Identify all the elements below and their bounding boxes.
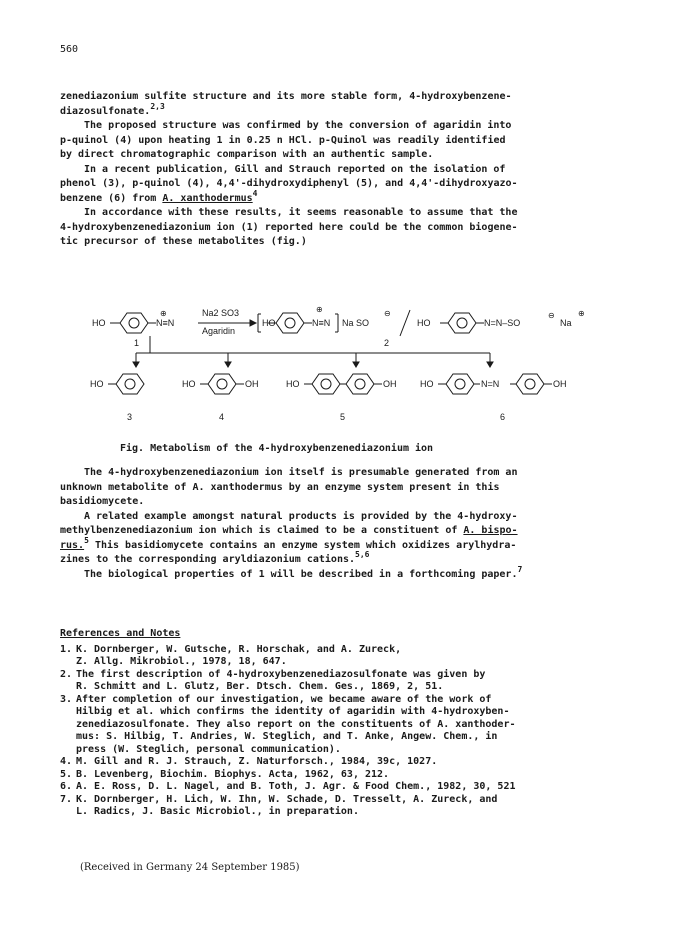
citation: 2,3 xyxy=(150,101,165,111)
p3-line1: In a recent publication, Gill and Strauch reported on the isolation of xyxy=(84,163,506,175)
p6-line3: rus.$^5$ This basidiomycete contains an enzyme system which oxidizes arylhydra- xyxy=(60,535,517,551)
reference-item xyxy=(60,794,640,819)
reference-number: 1. xyxy=(60,643,73,655)
reference-line: zenediazosulfonate. They also report on the constituents of A. xanthoder- xyxy=(76,718,516,730)
reference-line: K. Dornberger, H. Lich, W. Ihn, W. Schade, D. Tresselt, A. Zureck, and xyxy=(76,793,498,805)
reference-item xyxy=(60,756,640,769)
p2-line1: The proposed structure was confirmed by the conversion of agaridin into xyxy=(84,120,512,131)
reference-item xyxy=(60,781,640,794)
figure-caption: Fig. Metabolism of the 4-hydroxybenzenediazonium ion xyxy=(120,443,434,454)
label-na: Na xyxy=(560,318,572,328)
p4-line3: tic precursor of these metabolites (fig.) xyxy=(60,236,307,247)
reference-item xyxy=(60,694,640,757)
reference-line: mus: S. Hilbig, T. Andries, W. Steglich, and T. Anke, Angew. Chem., in xyxy=(76,731,498,742)
compound-4-number: 4 xyxy=(219,412,225,422)
label-ho: HO xyxy=(92,318,106,328)
p4-line1: In accordance with these results, it seems reasonable to assume that the xyxy=(84,207,518,218)
label-oh: OH xyxy=(245,379,259,389)
reference-text xyxy=(76,781,640,794)
reference-line: B. Levenberg, Biochim. Biophys. Acta, 1962, 63, 212. xyxy=(76,768,390,780)
label-diazonium: N≡N xyxy=(312,318,331,328)
label-ho: HO xyxy=(262,318,276,328)
reference-number: 4. xyxy=(60,756,73,767)
citation: 4 xyxy=(252,188,258,198)
compound-6-number: 6 xyxy=(500,412,506,422)
reference-item xyxy=(60,769,640,782)
p3-line3: benzene (6) from A. xanthodermus$^4$ xyxy=(60,188,258,204)
reference-line: Z. Allg. Mikrobiol., 1978, 18, 647. xyxy=(76,656,287,667)
compound-2-number: 2 xyxy=(384,338,390,348)
reference-line: A. E. Ross, D. L. Nagel, and B. Toth, J. Agr. & Food Chem., 1982, 30, 521 xyxy=(76,781,516,792)
p6-line2: methylbenzenediazonium ion which is claimed to be a constituent of A. bispo- xyxy=(60,525,518,536)
compound-1-number: 1 xyxy=(134,338,140,348)
reference-line: M. Gill and R. J. Strauch, Z. Naturforsch., 1984, 39c, 1027. xyxy=(76,756,438,767)
reference-item xyxy=(60,669,640,694)
reference-number: 3. xyxy=(60,693,73,705)
p4-line2: 4-hydroxybenzenediazonium ion (1) reported here could be the common biogene- xyxy=(60,221,518,233)
label-ho: HO xyxy=(286,379,300,389)
page-number: 560 xyxy=(60,44,79,55)
p6-line4: zines to the corresponding aryldiazonium cations.$^{5,6}$ xyxy=(60,550,370,565)
label-oh: OH xyxy=(553,379,567,389)
reference-text xyxy=(76,669,640,694)
reference-text xyxy=(76,756,640,769)
references-heading: References and Notes xyxy=(60,628,181,639)
p2-line2: p-quinol (4) upon heating 1 in 0.25 n HCl. p-Quinol was readily identified xyxy=(60,134,506,146)
p2-line3: by direct chromatographic comparison with an authentic sample. xyxy=(60,149,434,160)
reference-line: press (W. Steglich, personal communication). xyxy=(76,743,341,755)
p5-line2: unknown metabolite of A. xanthodermus by an enzyme system present in this xyxy=(60,481,500,493)
label-diazonium: N≡N xyxy=(156,318,175,328)
compound-3-number: 3 xyxy=(127,412,133,422)
label-ho: HO xyxy=(417,318,431,328)
charge-minus: ⊖ xyxy=(548,311,555,320)
charge-plus: ⊕ xyxy=(160,309,167,318)
reference-line: K. Dornberger, W. Gutsche, R. Horschak, and A. Zureck, xyxy=(76,643,402,655)
citation: 5,6 xyxy=(355,550,370,559)
p3-line2: phenol (3), p-quinol (4), 4,4'-dihydroxydiphenyl (5), and 4,4'-dihydroxyazo- xyxy=(60,178,518,189)
reference-line: After completion of our investigation, we became aware of the work of xyxy=(76,693,492,705)
reagent-top: Na2 SO3 xyxy=(202,308,240,318)
label-sulfonate: N=N–SO xyxy=(484,318,521,328)
label-oh: OH xyxy=(383,379,397,389)
p5-line1: The 4-hydroxybenzenediazonium ion itself is presumable generated from an xyxy=(84,467,518,478)
reference-text xyxy=(76,769,640,782)
label-ho: HO xyxy=(90,379,104,389)
reference-line: L. Radics, J. Basic Microbiol., in preparation. xyxy=(76,806,359,817)
reference-number: 5. xyxy=(60,768,73,780)
reference-number: 6. xyxy=(60,781,73,792)
received-date: (Received in Germany 24 September 1985) xyxy=(80,862,300,873)
p1-line2: diazosulfonate.$^{2,3}$ xyxy=(60,101,165,117)
intro-text xyxy=(60,90,630,250)
citation: 5 xyxy=(84,535,89,545)
reference-text xyxy=(76,644,640,669)
label-ho: HO xyxy=(182,379,196,389)
reference-line: The first description of 4-hydroxybenzenediazosulfonate was given by xyxy=(76,668,486,680)
p5-line3: basidiomycete. xyxy=(60,496,145,507)
p7: The biological properties of 1 will be described in a forthcoming paper.$^7$ xyxy=(84,564,523,580)
reference-text xyxy=(76,694,640,757)
reference-item xyxy=(60,644,640,669)
reference-number: 2. xyxy=(60,668,73,680)
p6-line1: A related example amongst natural products is provided by the 4-hydroxy- xyxy=(84,510,518,522)
citation: 7 xyxy=(517,564,523,574)
metabolism-scheme xyxy=(90,298,610,438)
salt-tail: Na SO xyxy=(342,318,370,328)
reference-number: 7. xyxy=(60,793,73,805)
reagent-bottom: Agaridin xyxy=(202,326,236,336)
p1-line1: zenediazonium sulfite structure and its more stable form, 4-hydroxybenzene- xyxy=(60,91,512,102)
charge-plus: ⊕ xyxy=(578,309,585,318)
references-section xyxy=(60,628,640,819)
label-azo: N=N xyxy=(481,379,500,389)
discussion-text xyxy=(60,466,630,582)
charge-plus: ⊕ xyxy=(316,305,323,314)
references-list xyxy=(60,644,640,819)
reference-text xyxy=(76,794,640,819)
compound-5-number: 5 xyxy=(340,412,346,422)
label-ho: HO xyxy=(420,379,434,389)
reference-line: R. Schmitt and L. Glutz, Ber. Dtsch. Chem. Ges., 1869, 2, 51. xyxy=(76,681,444,692)
charge-minus: ⊖ xyxy=(384,309,391,318)
reference-line: Hilbig et al. which confirms the identity of agaridin with 4-hydroxyben- xyxy=(76,706,510,717)
